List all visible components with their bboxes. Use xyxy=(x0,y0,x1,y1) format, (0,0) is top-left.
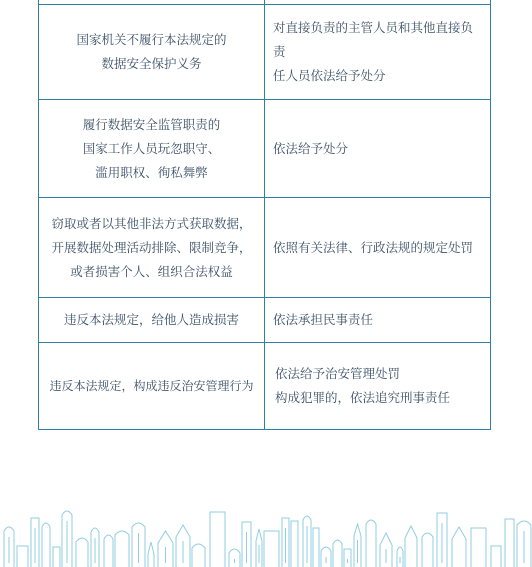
table-row xyxy=(39,297,490,342)
table-cell-penalty xyxy=(265,0,490,4)
skyline-building xyxy=(344,549,351,567)
skyline-building xyxy=(471,528,486,567)
violation-text-line: 履行数据安全监管职责的 xyxy=(82,116,221,132)
violation-text-line: 窃取或者以其他非法方式获取数据， xyxy=(51,215,252,231)
skyline-building xyxy=(17,546,28,567)
skyline-building xyxy=(148,542,154,567)
table-cell-penalty xyxy=(265,100,490,197)
city-skyline-icon xyxy=(0,498,532,567)
skyline-building xyxy=(333,540,342,567)
skyline-building xyxy=(505,519,514,567)
violation-text-line: 数据安全保护义务 xyxy=(101,56,202,71)
skyline-building xyxy=(491,546,501,567)
skyline-building xyxy=(291,521,298,567)
table-cell-violation xyxy=(39,5,265,99)
skyline-building xyxy=(264,531,279,567)
skyline-building xyxy=(104,535,113,567)
table-row xyxy=(39,0,490,4)
table-cell-penalty xyxy=(265,298,490,342)
skyline-building xyxy=(76,538,88,567)
table-row xyxy=(39,99,490,197)
table-cell-violation xyxy=(39,343,265,429)
violation-text-line: 国家机关不履行本法规定的 xyxy=(76,32,227,47)
violation-text-line: 国家工作人员玩忽职守、 xyxy=(82,140,221,156)
penalty-text-line: 任人员依法给予处分 xyxy=(273,68,386,83)
penalty-text-line: 对直接负责的主管人员和其他直接负责 xyxy=(273,20,474,59)
penalty-text-line: 依法给予处分 xyxy=(273,140,349,156)
penalty-text-line: 构成犯罪的，依法追究刑事责任 xyxy=(275,390,451,405)
table-cell-penalty xyxy=(265,5,490,99)
violation-text-line: 开展数据处理活动排除、限制竞争， xyxy=(51,239,252,255)
penalty-table xyxy=(38,0,491,430)
violation-text-line: 违反本法规定，给他人造成损害 xyxy=(63,312,239,327)
table-cell-violation xyxy=(39,0,265,4)
table-cell-violation xyxy=(39,198,265,297)
penalty-text-line: 依法承担民事责任 xyxy=(273,312,374,327)
skyline-building xyxy=(452,527,466,567)
penalty-text-line: 依法给予治安管理处罚 xyxy=(275,366,401,381)
violation-text-line: 或者损害个人、组织合法权益 xyxy=(70,263,233,279)
skyline-building xyxy=(313,528,319,567)
penalty-text-line: 依照有关法律、行政法规的规定处罚 xyxy=(273,239,474,255)
violation-text-line: 违反本法规定，构成违反治安管理行为 xyxy=(49,379,254,393)
table-row xyxy=(39,342,490,429)
skyline-building xyxy=(42,523,50,567)
skyline-building xyxy=(210,512,225,567)
table-row xyxy=(39,197,490,297)
table-cell-violation xyxy=(39,100,265,197)
table-cell-penalty xyxy=(265,343,490,429)
violation-text-line: 滥用职权、徇私舞弊 xyxy=(95,164,208,180)
skyline-building xyxy=(366,520,376,567)
table-row xyxy=(39,4,490,99)
table-cell-violation xyxy=(39,298,265,342)
skyline-building xyxy=(192,544,205,567)
table-cell-penalty xyxy=(265,198,490,297)
skyline-building xyxy=(422,533,433,567)
skyline-building xyxy=(229,549,240,567)
skyline-building xyxy=(53,547,60,567)
skyline-building xyxy=(115,531,129,567)
skyline-building xyxy=(405,526,417,567)
